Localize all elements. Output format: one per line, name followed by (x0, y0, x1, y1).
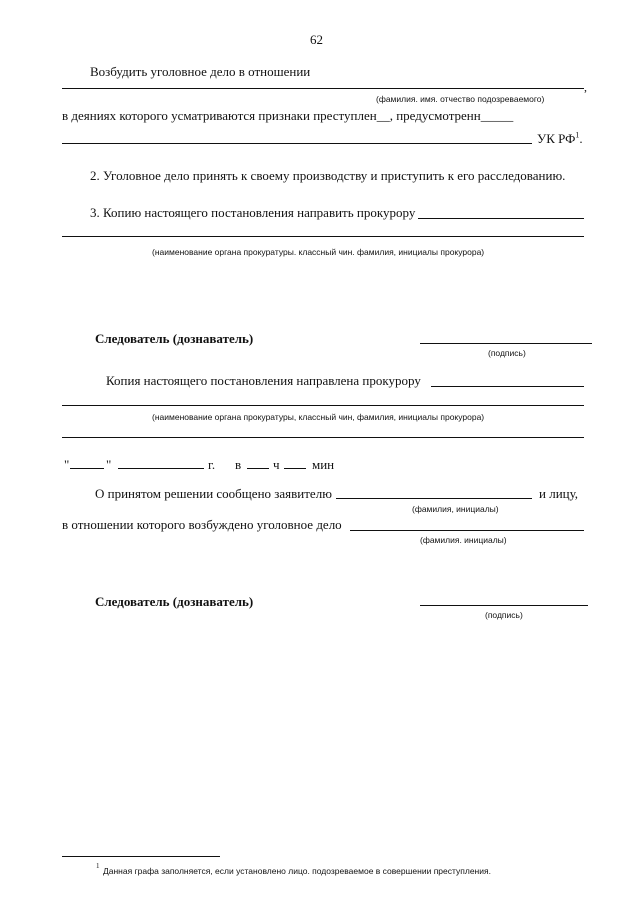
date-in-label: в (235, 457, 242, 472)
decision-text: О принятом решении сообщено заявителю (95, 486, 332, 501)
and-person-text: и лицу, (539, 486, 579, 501)
signature-field-2[interactable] (420, 605, 588, 606)
copy-prosecutor-field-2[interactable] (62, 405, 584, 406)
article-field[interactable] (62, 143, 532, 144)
person-field[interactable] (350, 530, 584, 531)
investigator-label-1: Следователь (дознаватель) (95, 331, 254, 346)
caption-signature-2: (подпись) (485, 610, 523, 620)
date-quote-close: " (106, 457, 112, 472)
date-quote-open: " (64, 457, 70, 472)
footnote-number: 1 (96, 862, 100, 870)
date-year-label: г. (208, 457, 216, 472)
prosecutor-field-2[interactable] (62, 236, 584, 237)
caption-signature-1: (подпись) (488, 348, 526, 358)
date-day-field[interactable] (70, 468, 104, 469)
signature-field-1[interactable] (420, 343, 592, 344)
footnote-text: Данная графа заполняется, если установлено лицо. подозреваемое в совершении преступления. (103, 866, 491, 876)
item-3-text: 3. Копию настоящего постановления направить прокурору (90, 205, 416, 220)
date-minute-field[interactable] (284, 468, 306, 469)
case-against-text: в отношении которого возбуждено уголовное дело (62, 517, 342, 532)
suspect-name-field[interactable] (62, 88, 584, 89)
investigator-label-2: Следователь (дознаватель) (95, 594, 254, 609)
page-number: 62 (310, 32, 323, 47)
date-hour-label: ч (273, 457, 280, 472)
uk-rf-label: УК $РФ^1$. (537, 130, 583, 146)
date-minute-label: мин (312, 457, 335, 472)
copy-prosecutor-field-3[interactable] (62, 437, 584, 438)
prosecutor-field-1[interactable] (418, 218, 584, 219)
footnote-mark: 1 (575, 130, 580, 140)
date-month-field[interactable] (118, 468, 204, 469)
footnote-separator (62, 856, 220, 857)
caption-initials-2: (фамилия. инициалы) (420, 535, 507, 545)
item-2-text: 2. Уголовное дело принять к своему производству и приступить к его расследованию. (90, 168, 566, 183)
excite-text: Возбудить уголовное дело в отношении (90, 64, 311, 79)
applicant-field[interactable] (336, 498, 532, 499)
caption-suspect: (фамилия. имя. отчество подозреваемого) (376, 94, 545, 104)
date-hour-field[interactable] (247, 468, 269, 469)
copy-sent-text: Копия настоящего постановления направлена прокурору (106, 373, 421, 388)
caption-initials-1: (фамилия, инициалы) (412, 504, 499, 514)
copy-prosecutor-field[interactable] (431, 386, 584, 387)
caption-prosecutor-2: (наименование органа прокуратуры, классный чин, фамилия, инициалы прокурора) (152, 412, 485, 422)
caption-prosecutor-1: (наименование органа прокуратуры. классный чин. фамилия, инициалы прокурора) (152, 247, 485, 257)
deeds-text: в деяниях которого усматриваются признаки преступлен__, предусмотренн_____ (62, 108, 514, 123)
